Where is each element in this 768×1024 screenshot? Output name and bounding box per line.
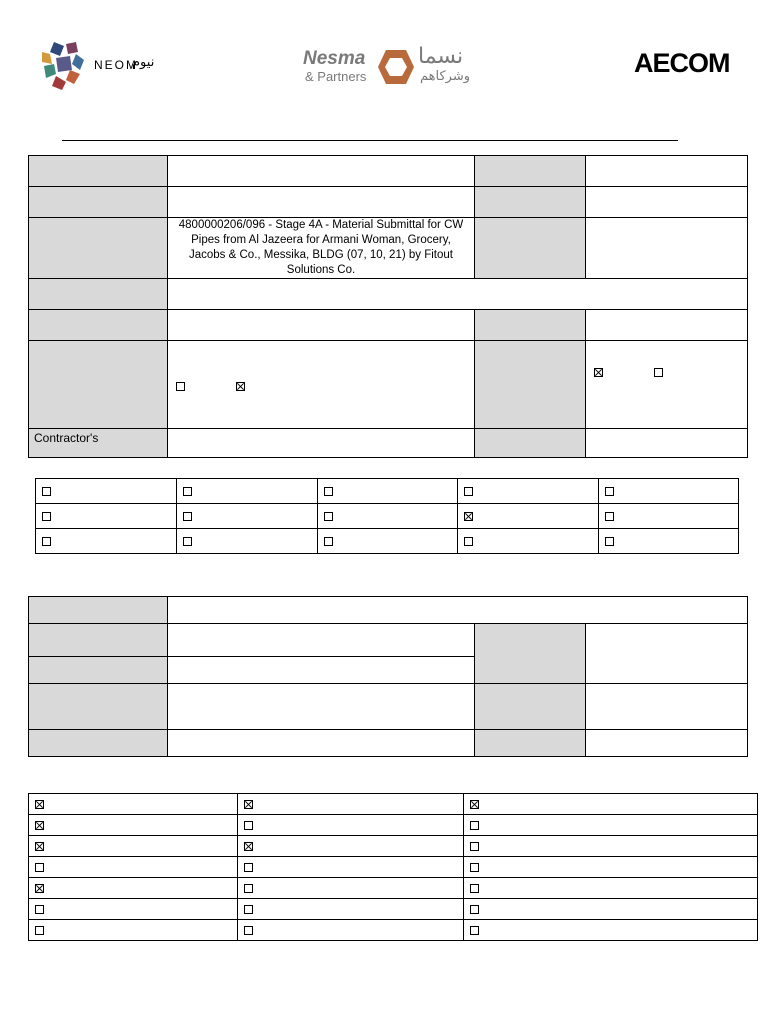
value-cell — [168, 429, 475, 458]
label-cell — [475, 218, 586, 279]
checkbox[interactable] — [176, 382, 185, 391]
checkbox[interactable] — [35, 821, 44, 830]
checkbox[interactable] — [244, 863, 253, 872]
checkbox[interactable] — [594, 368, 603, 377]
label-cell — [475, 187, 586, 218]
value-cell — [586, 684, 748, 730]
grid-row — [36, 504, 739, 529]
checkbox[interactable] — [35, 926, 44, 935]
checkbox[interactable] — [35, 863, 44, 872]
grid-cell — [238, 899, 464, 920]
checkbox[interactable] — [470, 905, 479, 914]
label-cell — [29, 730, 168, 757]
checkbox[interactable] — [464, 512, 473, 521]
nesma-name: Nesma — [303, 48, 366, 69]
grid-cell — [29, 815, 238, 836]
grid-cell — [464, 836, 758, 857]
grid-cell — [599, 504, 739, 529]
grid-cell — [36, 529, 177, 554]
grid-cell — [29, 878, 238, 899]
checkbox[interactable] — [470, 884, 479, 893]
grid-cell — [29, 836, 238, 857]
review-info-table — [28, 596, 748, 757]
label-cell — [475, 310, 586, 341]
label-cell — [29, 684, 168, 730]
grid-cell — [29, 920, 238, 941]
value-cell — [168, 310, 475, 341]
value-cell — [586, 730, 748, 757]
grid-cell — [29, 899, 238, 920]
grid-row — [29, 815, 758, 836]
grid-cell — [36, 504, 177, 529]
grid-cell — [238, 794, 464, 815]
grid-cell — [29, 857, 238, 878]
checkbox[interactable] — [183, 537, 192, 546]
checkbox[interactable] — [244, 800, 253, 809]
label-cell — [29, 187, 168, 218]
contractor-label: Contractor's — [34, 431, 99, 445]
label-cell — [475, 730, 586, 757]
value-cell — [168, 156, 475, 187]
aecom-logo: AECOM — [634, 48, 730, 78]
value-cell — [586, 310, 748, 341]
checkbox[interactable] — [244, 821, 253, 830]
grid-row — [29, 836, 758, 857]
grid-cell — [464, 794, 758, 815]
label-cell — [29, 341, 168, 429]
nesma-logo — [300, 44, 480, 90]
checkbox[interactable] — [605, 512, 614, 521]
grid-row — [29, 878, 758, 899]
label-cell — [29, 156, 168, 187]
label-cell — [29, 429, 168, 458]
grid-row — [36, 529, 739, 554]
checkbox[interactable] — [244, 842, 253, 851]
checkbox[interactable] — [464, 487, 473, 496]
checkbox[interactable] — [244, 884, 253, 893]
grid-cell — [464, 899, 758, 920]
checkbox[interactable] — [654, 368, 663, 377]
grid-cell — [318, 529, 458, 554]
grid-cell — [599, 529, 739, 554]
label-cell — [29, 279, 168, 310]
grid-row — [36, 479, 739, 504]
grid-cell — [464, 857, 758, 878]
submittal-description: 4800000206/096 - Stage 4A - Material Submittal for CW Pipes from Al Jazeera for Armani Woman, Grocery, Jacobs & Co., Messika, BLDG (07, 10, 21) by Fitout Solutions Co. — [178, 219, 464, 276]
nesma-arabic-partners: وشركاهم — [420, 69, 471, 84]
grid-cell — [464, 878, 758, 899]
value-cell — [586, 187, 748, 218]
value-cell — [586, 624, 748, 684]
label-cell — [29, 310, 168, 341]
submittal-info-table — [28, 155, 748, 458]
grid-cell — [29, 794, 238, 815]
grid-cell — [464, 815, 758, 836]
nesma-arabic: نسما — [418, 44, 464, 69]
grid-cell — [238, 815, 464, 836]
checkbox[interactable] — [464, 537, 473, 546]
checkbox[interactable] — [470, 800, 479, 809]
checkbox[interactable] — [35, 842, 44, 851]
grid-cell — [318, 504, 458, 529]
checkbox[interactable] — [35, 800, 44, 809]
checkbox[interactable] — [244, 905, 253, 914]
value-cell — [586, 218, 748, 279]
checkbox[interactable] — [42, 487, 51, 496]
checkbox[interactable] — [324, 512, 333, 521]
grid-cell — [458, 504, 599, 529]
description-cell — [168, 218, 475, 279]
checkbox[interactable] — [470, 926, 479, 935]
label-cell — [29, 597, 168, 624]
grid-cell — [464, 920, 758, 941]
checkbox[interactable] — [42, 537, 51, 546]
value-cell — [586, 156, 748, 187]
grid-cell — [238, 857, 464, 878]
grid-row — [29, 794, 758, 815]
value-cell — [168, 657, 475, 684]
value-cell — [168, 730, 475, 757]
value-cell — [168, 187, 475, 218]
value-cell — [168, 597, 748, 624]
label-cell — [29, 657, 168, 684]
grid-cell — [177, 504, 318, 529]
checkbox[interactable] — [470, 863, 479, 872]
grid-cell — [238, 878, 464, 899]
grid-row — [29, 920, 758, 941]
checkbox[interactable] — [42, 512, 51, 521]
grid-cell — [318, 479, 458, 504]
grid-cell — [177, 479, 318, 504]
checkbox[interactable] — [183, 512, 192, 521]
neom-text: NEOM — [94, 58, 138, 72]
nesma-hexagon-icon — [376, 47, 416, 87]
checkbox-cell-right — [586, 341, 748, 429]
grid-row — [29, 899, 758, 920]
checkbox[interactable] — [470, 821, 479, 830]
grid-row — [29, 857, 758, 878]
checkbox[interactable] — [605, 487, 614, 496]
checkbox[interactable] — [324, 537, 333, 546]
grid-cell — [599, 479, 739, 504]
value-cell — [168, 624, 475, 657]
value-cell — [168, 684, 475, 730]
checkbox[interactable] — [236, 382, 245, 391]
neom-arabic-text: نيوم — [132, 55, 155, 70]
checkbox[interactable] — [324, 487, 333, 496]
label-cell — [475, 429, 586, 458]
label-cell — [475, 156, 586, 187]
neom-emblem-icon — [40, 40, 86, 92]
grid-cell — [458, 529, 599, 554]
grid-cell — [36, 479, 177, 504]
value-cell — [168, 279, 748, 310]
checkbox[interactable] — [470, 842, 479, 851]
nesma-partners: & Partners — [305, 69, 367, 84]
grid-cell — [238, 920, 464, 941]
grid-cell — [238, 836, 464, 857]
label-cell — [475, 341, 586, 429]
review-checklist-grid — [28, 793, 758, 941]
title-underline — [62, 140, 678, 141]
checkbox-cell-left — [168, 341, 475, 429]
value-cell — [586, 429, 748, 458]
checkbox[interactable] — [35, 905, 44, 914]
checkbox[interactable] — [183, 487, 192, 496]
submittal-type-grid — [35, 478, 739, 554]
grid-cell — [177, 529, 318, 554]
label-cell — [475, 624, 586, 684]
checkbox[interactable] — [244, 926, 253, 935]
label-cell — [29, 218, 168, 279]
checkbox[interactable] — [605, 537, 614, 546]
grid-cell — [458, 479, 599, 504]
checkbox[interactable] — [35, 884, 44, 893]
neom-logo — [40, 40, 170, 92]
label-cell — [475, 684, 586, 730]
label-cell — [29, 624, 168, 657]
